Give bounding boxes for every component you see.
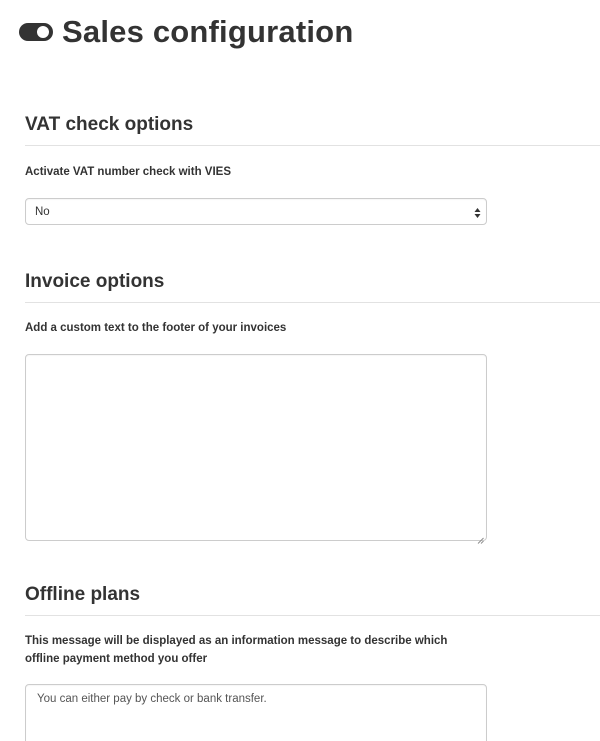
resize-handle-icon[interactable] [477,531,484,538]
offline-plans-label-line1: This message will be displayed as an information message to describe which [25,635,448,647]
vat-check-label: Activate VAT number check with VIES [25,166,231,178]
invoice-options-heading: Invoice options [25,271,165,292]
page-title: Sales configuration [62,14,354,49]
offline-plans-label-line2: offline payment method you offer [25,653,208,665]
invoice-options-section [25,270,600,303]
invoice-footer-textarea[interactable] [25,354,487,541]
vat-check-section [25,113,600,146]
select-arrows-icon [474,206,481,218]
page-header [18,14,353,50]
offline-plans-textarea[interactable] [25,684,487,741]
section-divider [25,145,600,146]
vat-check-select[interactable] [25,198,487,225]
vat-check-select-value: No [35,206,50,218]
vat-check-heading: VAT check options [25,114,194,135]
offline-plans-label [25,632,585,668]
section-divider [25,615,600,616]
offline-plans-section [25,583,600,616]
offline-plans-heading: Offline plans [25,584,141,605]
toggle-on-icon [18,14,54,50]
invoice-footer-label: Add a custom text to the footer of your invoices [25,322,287,334]
offline-plans-text: You can either pay by check or bank transfer. [37,693,267,705]
section-divider [25,302,600,303]
